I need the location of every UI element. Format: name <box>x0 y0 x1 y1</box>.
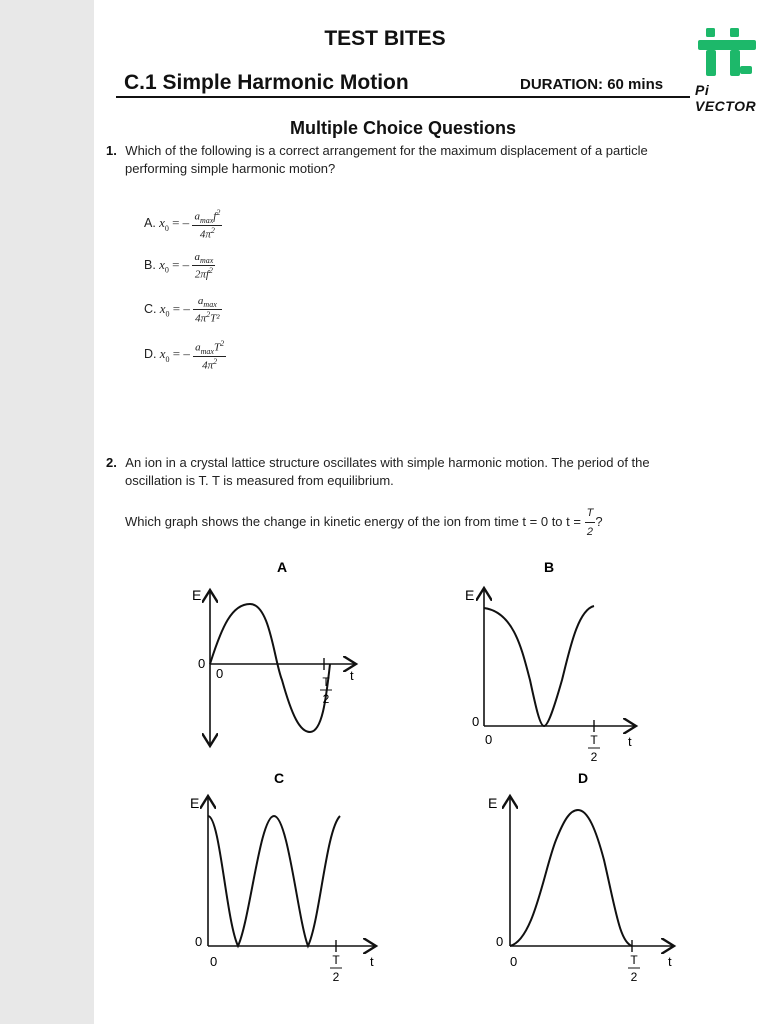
option-b <box>144 251 215 281</box>
frac-num-tail: f <box>213 210 217 223</box>
curve <box>210 604 330 732</box>
question-1 <box>106 142 706 178</box>
prompt-fraction <box>585 504 596 541</box>
graph-label: C <box>274 770 285 786</box>
x-axis-label: t <box>370 954 374 969</box>
question-2 <box>106 454 706 490</box>
tick-num: T <box>332 953 340 967</box>
option-lhs: x <box>159 215 165 231</box>
question-text-line2: performing simple harmonic motion? <box>125 161 336 176</box>
x-axis-label: t <box>628 734 632 749</box>
curve <box>208 816 340 946</box>
tick-num: T <box>322 675 330 689</box>
question-number: 2. <box>106 455 117 470</box>
option-eq: = – <box>172 256 190 272</box>
frac-num-tail: T <box>213 341 221 354</box>
tick-num: T <box>630 953 638 967</box>
option-lhs: x <box>159 300 166 316</box>
prompt-frac-num: T <box>585 504 596 523</box>
option-lhs-sub: 0 <box>165 309 170 319</box>
option-a <box>144 208 222 241</box>
frac-den: 4π <box>199 228 211 241</box>
frac-num: a <box>194 251 200 263</box>
document-page <box>94 0 768 1024</box>
frac-num: a <box>194 210 200 223</box>
header-rule <box>116 96 690 98</box>
page-title: TEST BITES <box>324 27 446 50</box>
option-eq: = – <box>172 346 190 362</box>
option-d <box>144 339 226 372</box>
tick-den: 2 <box>630 970 638 984</box>
left-margin <box>0 0 94 1024</box>
question-number: 1. <box>106 143 117 158</box>
y-axis-label: E <box>488 795 498 811</box>
brand-name: Pi VECTOR <box>695 82 757 114</box>
frac-num-sub: max <box>200 346 214 356</box>
graph-b <box>465 559 636 764</box>
option-fraction <box>193 339 226 372</box>
graphs-panel <box>94 540 768 1024</box>
origin-label-2: 0 <box>210 954 218 969</box>
prompt-text: Which graph shows the change in kinetic energy of the ion from time t = 0 to t = <box>125 513 581 529</box>
topic-title: C.1 Simple Harmonic Motion <box>124 71 409 94</box>
origin-label: 0 <box>195 934 203 949</box>
option-eq: = – <box>172 215 190 231</box>
graph-label: A <box>277 559 288 575</box>
option-c <box>144 295 222 325</box>
frac-den-sup: 2 <box>210 225 215 235</box>
origin-label-2: 0 <box>510 954 518 969</box>
origin-label: 0 <box>496 934 504 949</box>
frac-den: 4π <box>195 312 207 325</box>
frac-den-tail: T² <box>210 312 220 325</box>
frac-num-sub: max <box>199 256 214 266</box>
prompt-suffix: ? <box>595 513 603 529</box>
tick-den: 2 <box>332 970 340 984</box>
frac-num-sub: max <box>203 300 217 310</box>
frac-num-sup: 2 <box>220 339 225 348</box>
frac-num-sub: max <box>199 215 214 225</box>
option-lhs-sub: 0 <box>164 265 169 275</box>
option-lhs-sub: 0 <box>165 354 170 364</box>
tick-den: 2 <box>322 692 330 706</box>
option-fraction <box>193 295 221 325</box>
frac-den-sup: 2 <box>213 356 218 366</box>
graph-c <box>190 770 376 984</box>
question-text-line2: oscillation is T. T is measured from equilibrium. <box>125 473 394 488</box>
option-lhs: x <box>159 346 166 362</box>
option-label: D. <box>144 347 157 362</box>
x-axis-label: t <box>668 954 672 969</box>
frac-den: 4π <box>202 359 214 372</box>
frac-num-sup: 2 <box>216 208 221 217</box>
graph-label: B <box>544 559 555 575</box>
option-label: B. <box>144 257 156 272</box>
y-axis-label: E <box>465 587 475 603</box>
graph-d <box>488 770 674 984</box>
y-axis-label: E <box>190 795 200 811</box>
frac-num: a <box>197 295 204 307</box>
prompt-frac-den: 2 <box>586 526 594 538</box>
frac-num: a <box>195 341 201 354</box>
duration-label: DURATION: 60 mins <box>520 76 664 93</box>
origin-label: 0 <box>472 714 480 729</box>
curve <box>510 810 632 946</box>
graph-a <box>192 559 356 746</box>
origin-label: 0 <box>198 656 206 671</box>
option-eq: = – <box>172 300 190 316</box>
y-axis-label: E <box>192 587 202 603</box>
question-text-line1: An ion in a crystal lattice structure oscillates with simple harmonic motion. The period of the <box>125 455 650 470</box>
tick-den: 2 <box>590 750 598 764</box>
option-label: A. <box>144 216 156 231</box>
section-title: Multiple Choice Questions <box>289 118 517 138</box>
option-fraction <box>192 251 215 281</box>
option-label: C. <box>144 301 157 316</box>
graph-label: D <box>578 770 589 786</box>
x-axis-label: t <box>350 668 354 683</box>
frac-den: 2πf <box>194 268 209 281</box>
curve <box>484 606 594 726</box>
frac-den-sup: 2 <box>208 266 213 276</box>
option-lhs: x <box>159 256 165 272</box>
tick-num: T <box>590 733 598 747</box>
frac-den-sup: 2 <box>206 310 211 320</box>
question-text-line1: Which of the following is a correct arrangement for the maximum displacement of a particle <box>125 143 648 158</box>
question-2-prompt <box>125 504 685 541</box>
origin-label-2: 0 <box>485 732 493 747</box>
option-lhs-sub: 0 <box>164 223 169 233</box>
option-fraction <box>192 208 222 241</box>
origin-label-2: 0 <box>216 666 224 681</box>
